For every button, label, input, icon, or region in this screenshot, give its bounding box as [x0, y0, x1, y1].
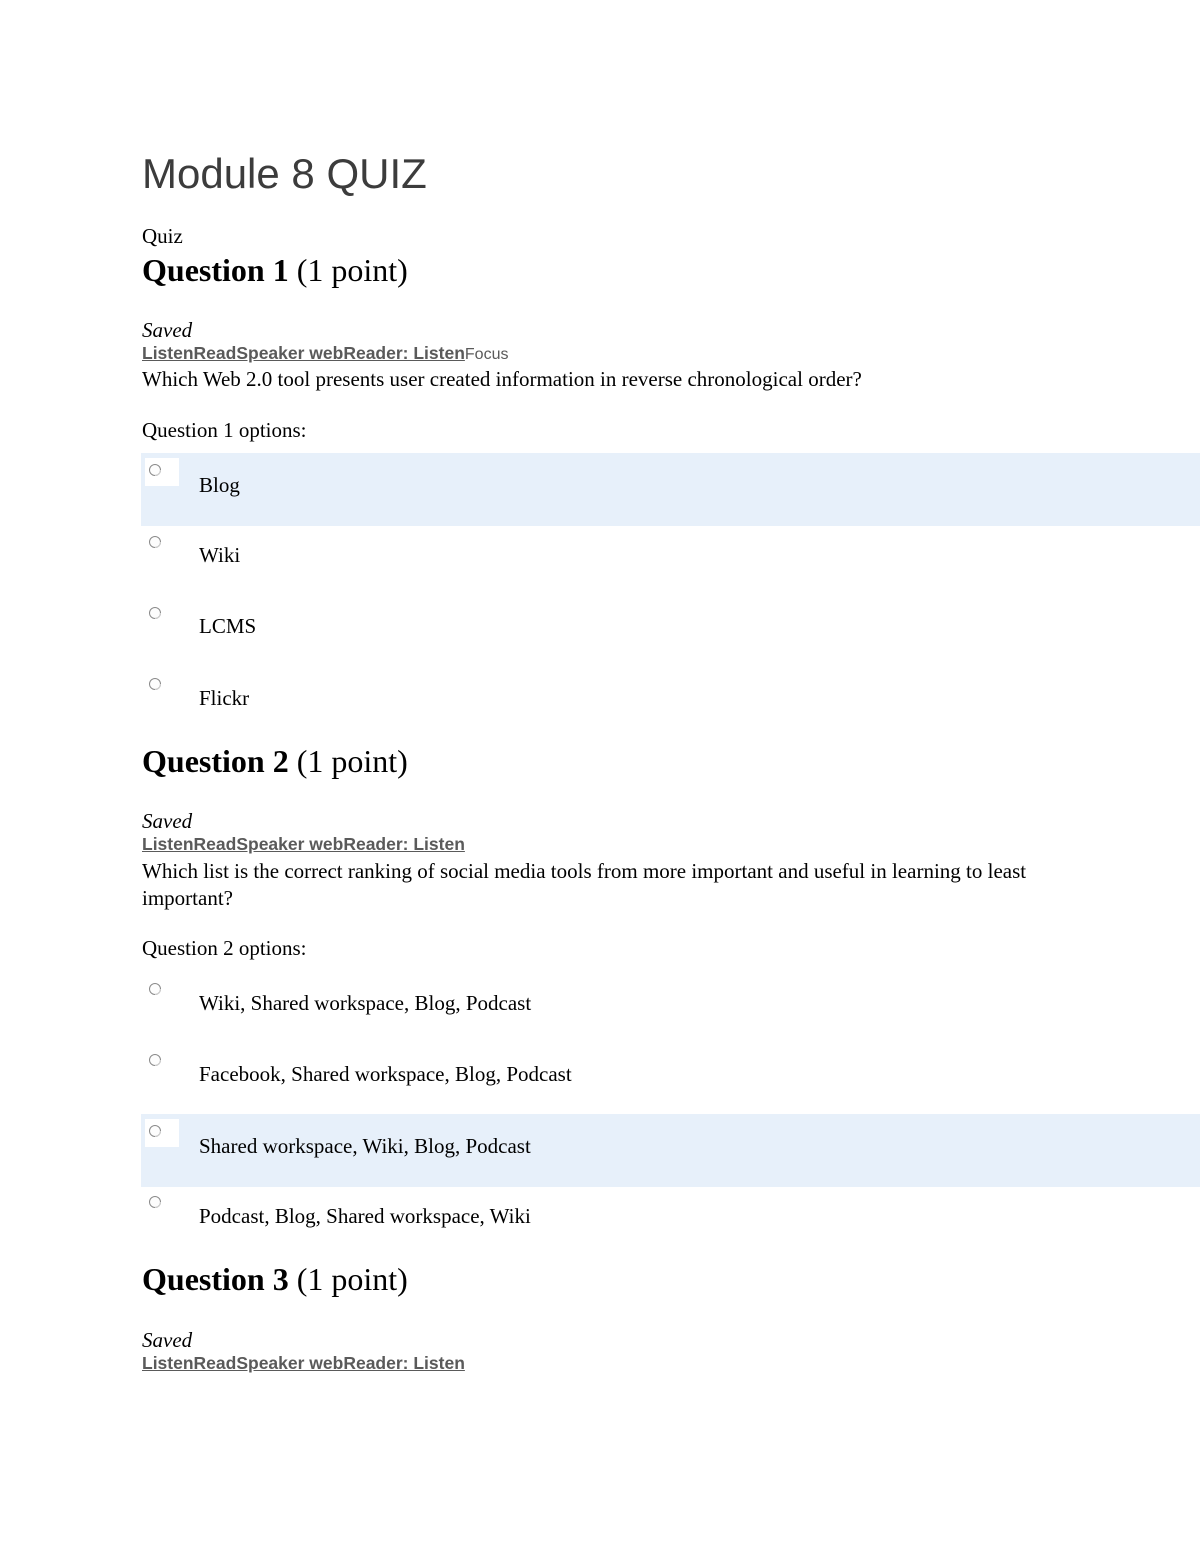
- question-3-saved-status: Saved: [142, 1328, 193, 1352]
- question-1-option-3-radio[interactable]: [149, 607, 161, 619]
- question-2-saved-status: Saved: [142, 809, 193, 833]
- listen-link[interactable]: ListenReadSpeaker webReader: Listen: [142, 834, 465, 854]
- question-points: (1 point): [296, 252, 408, 288]
- question-number: Question 1: [142, 252, 289, 288]
- question-2-heading: [142, 741, 408, 781]
- question-3-heading: [142, 1259, 408, 1299]
- question-2-text: Which list is the correct ranking of social media tools from more important and useful in learning to least important?: [142, 859, 1027, 910]
- question-2-reader-bar: [142, 833, 465, 855]
- page-subtitle: Quiz: [142, 224, 183, 248]
- question-2-options-label: Question 2 options:: [142, 936, 307, 960]
- question-2-option-1-radio[interactable]: [149, 983, 161, 995]
- question-3-reader-bar: [142, 1352, 465, 1374]
- question-points: (1 point): [296, 743, 408, 779]
- question-2-option-4-label[interactable]: Podcast, Blog, Shared workspace, Wiki: [199, 1204, 531, 1228]
- question-2-option-1-label[interactable]: Wiki, Shared workspace, Blog, Podcast: [199, 991, 532, 1015]
- question-2-option-3-radio[interactable]: [149, 1125, 161, 1137]
- focus-link[interactable]: Focus: [464, 346, 509, 363]
- question-number: Question 2: [142, 743, 289, 779]
- question-1-saved-status: Saved: [142, 318, 193, 342]
- question-2-option-2-label[interactable]: Facebook, Shared workspace, Blog, Podcast: [199, 1062, 572, 1086]
- question-1-option-4-label[interactable]: Flickr: [199, 686, 250, 710]
- listen-link[interactable]: ListenReadSpeaker webReader: Listen: [142, 1353, 465, 1373]
- question-1-heading: [142, 250, 408, 290]
- question-1-option-1-label[interactable]: Blog: [199, 473, 240, 497]
- page-title: Module 8 QUIZ: [142, 150, 427, 197]
- question-2-option-2-radio[interactable]: [149, 1054, 161, 1066]
- question-2-option-3-label[interactable]: Shared workspace, Wiki, Blog, Podcast: [199, 1134, 531, 1158]
- listen-link[interactable]: ListenReadSpeaker webReader: Listen: [142, 343, 465, 363]
- question-1-text: Which Web 2.0 tool presents user created information in reverse chronological order?: [142, 367, 862, 391]
- question-1-option-1-row[interactable]: [141, 453, 1200, 526]
- question-points: (1 point): [296, 1261, 408, 1297]
- question-1-option-2-label[interactable]: Wiki: [199, 543, 241, 567]
- question-1-options-label: Question 1 options:: [142, 418, 307, 442]
- question-1-option-1-radio[interactable]: [149, 464, 161, 476]
- question-1-reader-bar: [142, 342, 508, 366]
- question-number: Question 3: [142, 1261, 289, 1297]
- question-2-option-4-radio[interactable]: [149, 1196, 161, 1208]
- question-1-option-4-radio[interactable]: [149, 678, 161, 690]
- question-1-option-2-radio[interactable]: [149, 536, 161, 548]
- question-1-option-3-label[interactable]: LCMS: [199, 614, 257, 638]
